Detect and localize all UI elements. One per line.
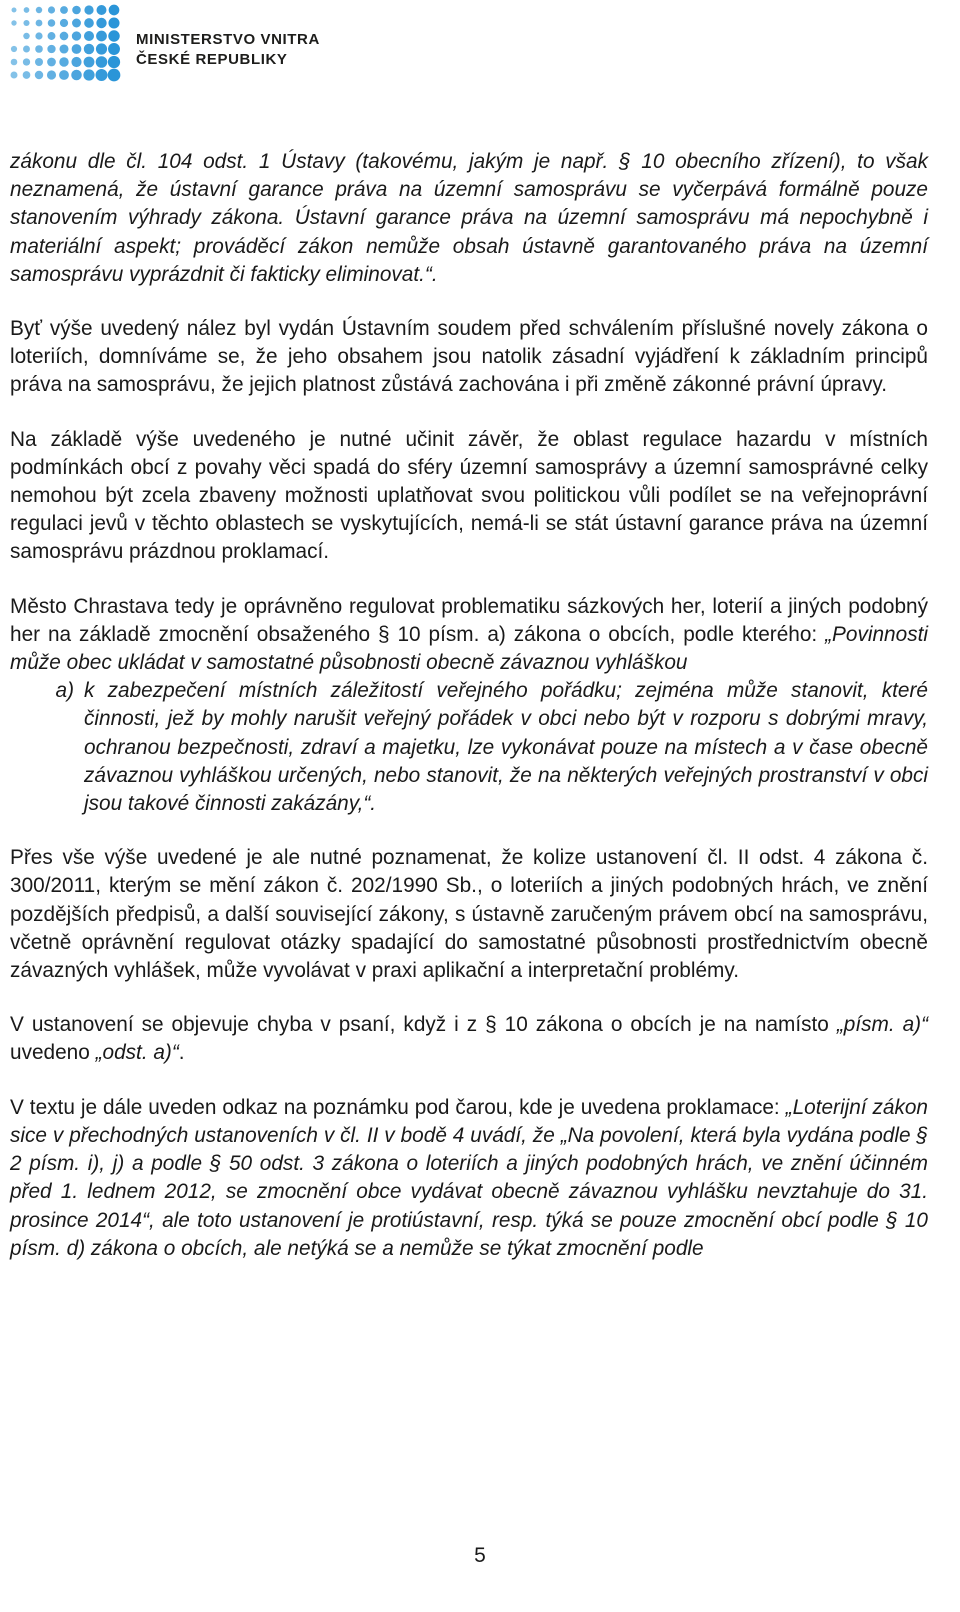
logo-dot [84,44,94,54]
ministry-logo-icon [6,2,124,84]
paragraph-chrastava-quote: „Povinnosti může obec ukládat v samostatné působnosti obecně závaznou vyhláškou [10,622,928,675]
logo-dot [108,56,120,68]
paragraph-chyba-seg2: „písm. a)“ [836,1013,928,1037]
logo-dot [71,57,81,67]
paragraph-chyba-seg5: . [178,1041,185,1065]
document-body [10,148,928,1263]
paragraph-chyba-seg4: „odst. a)“ [95,1041,179,1065]
paragraph-quote-ending: zákonu dle čl. 104 odst. 1 Ústavy (takovému, jakým je např. § 10 obecního zřízení), to však neznamená, že ústavní garance práva na územní samosprávu se vyčerpává formálně pouze stanovením výhrady zákona. Ústavní garance práva na územní samosprávu má nepochybně i materiální aspekt; prováděcí zákon nemůže obsah ústavně garantovaného práva na územní samosprávu vyprázdnit či fakticky eliminovat.“. [10,150,928,286]
logo-dot [48,19,56,27]
paragraph-chyba-seg3: uvedeno [10,1041,96,1065]
logo-dot [23,71,31,79]
logo-dot [35,32,42,39]
logo-dot [108,43,120,55]
logo-dot [84,31,94,41]
logo-dot [96,69,108,81]
paragraph-odkaz-seg1: V textu je dále uveden odkaz na poznámku pod čarou, kde je uvedena proklamace: [10,1095,786,1119]
logo-dot [60,32,69,41]
logo-dot [36,7,42,13]
paragraph-odkaz-seg2: „Loterijní zákon sice v přechodných ustanoveních v čl. II v bodě 4 uvádí, že „Na povolení, která byla vydána podle § 2 písm. i), j) a podle § 50 odst. 3 zákona o loteriích a jiných podobných hrách, ve znění účinném před 1. lednem 2012, se zmocnění obce vydávat obecně závaznou vyhlášku nevztahuje do 31. prosince 2014“, ale toto ustanovení je protiústavní, resp. týká se pouze zmocnění obcí podle § 10 písm. d) zákona o obcích, ale netýká se a nemůže se týkat zmocnění podle [10,1095,928,1260]
logo-dot [11,59,18,66]
logo-dot [97,5,107,15]
page-number: 5 [474,1544,486,1567]
logo-dot [11,20,16,25]
logo-dot [108,69,121,82]
logo-dot [84,18,94,28]
logo-dot [72,31,81,40]
paragraph-odkaz [10,1094,928,1263]
logo-dot [35,45,43,53]
logo-dot [23,33,30,40]
paragraph-zaver: Na základě výše uvedeného je nutné učinit závěr, že oblast regulace hazardu v místních podmínkách obcí z povahy věci spadá do sféry územní samosprávy a územní samosprávné celky nemohou být zcela zbaveny možnosti uplatňovat svou politickou vůli podílet se na veřejnoprávní regulaci jevů v těchto oblastech se vyskytujících, nemá-li se stát ústavní garance práva na územní samosprávu prázdnou proklamací. [10,427,928,564]
list-item [10,677,928,818]
logo-dot [48,32,56,40]
logo-dot [11,46,17,52]
logo-dot [12,8,17,13]
logo-dot [71,70,82,81]
paragraph-kolize: Přes vše výše uvedené je ale nutné poznamenat, že kolize ustanovení čl. II odst. 4 zákona č. 300/2011, kterým se mění zákon č. 202/1990 Sb., o loteriích a jiných podobných hrách, ve znění pozdějších předpisů, a další související zákony, s ústavně zaručeným právem obcí na samosprávu, včetně oprávnění regulovat otázky spadající do samostatné působnosti prostřednictvím obecně závazných vyhlášek, může vyvolávat v praxi aplikační a interpretační problémy. [10,846,928,983]
paragraph-chrastava-plain: Město Chrastava tedy je oprávněno regulovat problematiku sázkových her, loterií a jiných podobný her na základě zmocnění obsaženého § 10 písm. a) zákona o obcích, podle kterého: [10,594,928,646]
logo-dot [35,58,43,66]
logo-line-2: ČESKÉ REPUBLIKY [136,51,288,68]
paragraph-chyba-seg1: V ustanovení se objevuje chyba v psaní, když i z § 10 zákona o obcích je na namísto [10,1013,837,1037]
logo-dot [83,69,94,80]
ministry-logo [6,2,320,86]
logo-dot [36,20,43,27]
ministry-logo-text [136,30,320,70]
paragraph-nalez: Byť výše uvedený nález byl vydán Ústavním soudem před schválením příslušné novely zákona o loteriích, domníváme se, že jeho obsahem jsou natolik zásadní vyjádření k základním principů práva na samosprávu, že jejich platnost zůstává zachována i při změně zákonné právní úpravy. [10,317,928,397]
logo-dot [96,18,106,28]
logo-line-1: MINISTERSTVO VNITRA [136,31,320,48]
logo-dot [24,7,30,13]
logo-dot [35,71,43,79]
logo-dot [96,43,107,54]
list-marker: a) [55,679,74,703]
paragraph-chrastava [10,593,928,678]
logo-dot [23,46,30,53]
logo-dot [96,56,108,68]
logo-dot [108,17,119,28]
logo-dot [47,70,56,79]
logo-dot [11,72,18,79]
logo-dot [72,44,82,54]
logo-dot [47,58,56,67]
logo-dot [60,19,68,27]
logo-dot [59,44,68,53]
logo-dot [109,5,120,16]
logo-dot [59,70,69,80]
logo-dot [59,57,68,66]
logo-dot [96,31,107,42]
paragraph-chyba [10,1011,928,1067]
logo-dot [72,6,81,15]
logo-dot [84,5,93,14]
logo-dot [84,57,95,68]
logo-dot [23,20,29,26]
logo-dot [72,19,81,28]
logo-dot [47,45,55,53]
logo-dot [108,30,119,41]
logo-dot [23,58,30,65]
logo-dot [60,6,68,14]
list-item-text: k zabezpečení místních záležitostí veřejného pořádku; zejména může stanovit, které činnosti, jež by mohly narušit veřejný pořádek v obci nebo být v rozporu s dobrými mravy, ochranou bezpečnosti, zdraví a majetku, lze vykonávat pouze na místech a v čase obecně závaznou vyhláškou určených, nebo stanovit, že na některých veřejných prostranství v obci jsou takové činnosti zakázány,“. [84,679,928,816]
logo-dot [48,6,55,13]
